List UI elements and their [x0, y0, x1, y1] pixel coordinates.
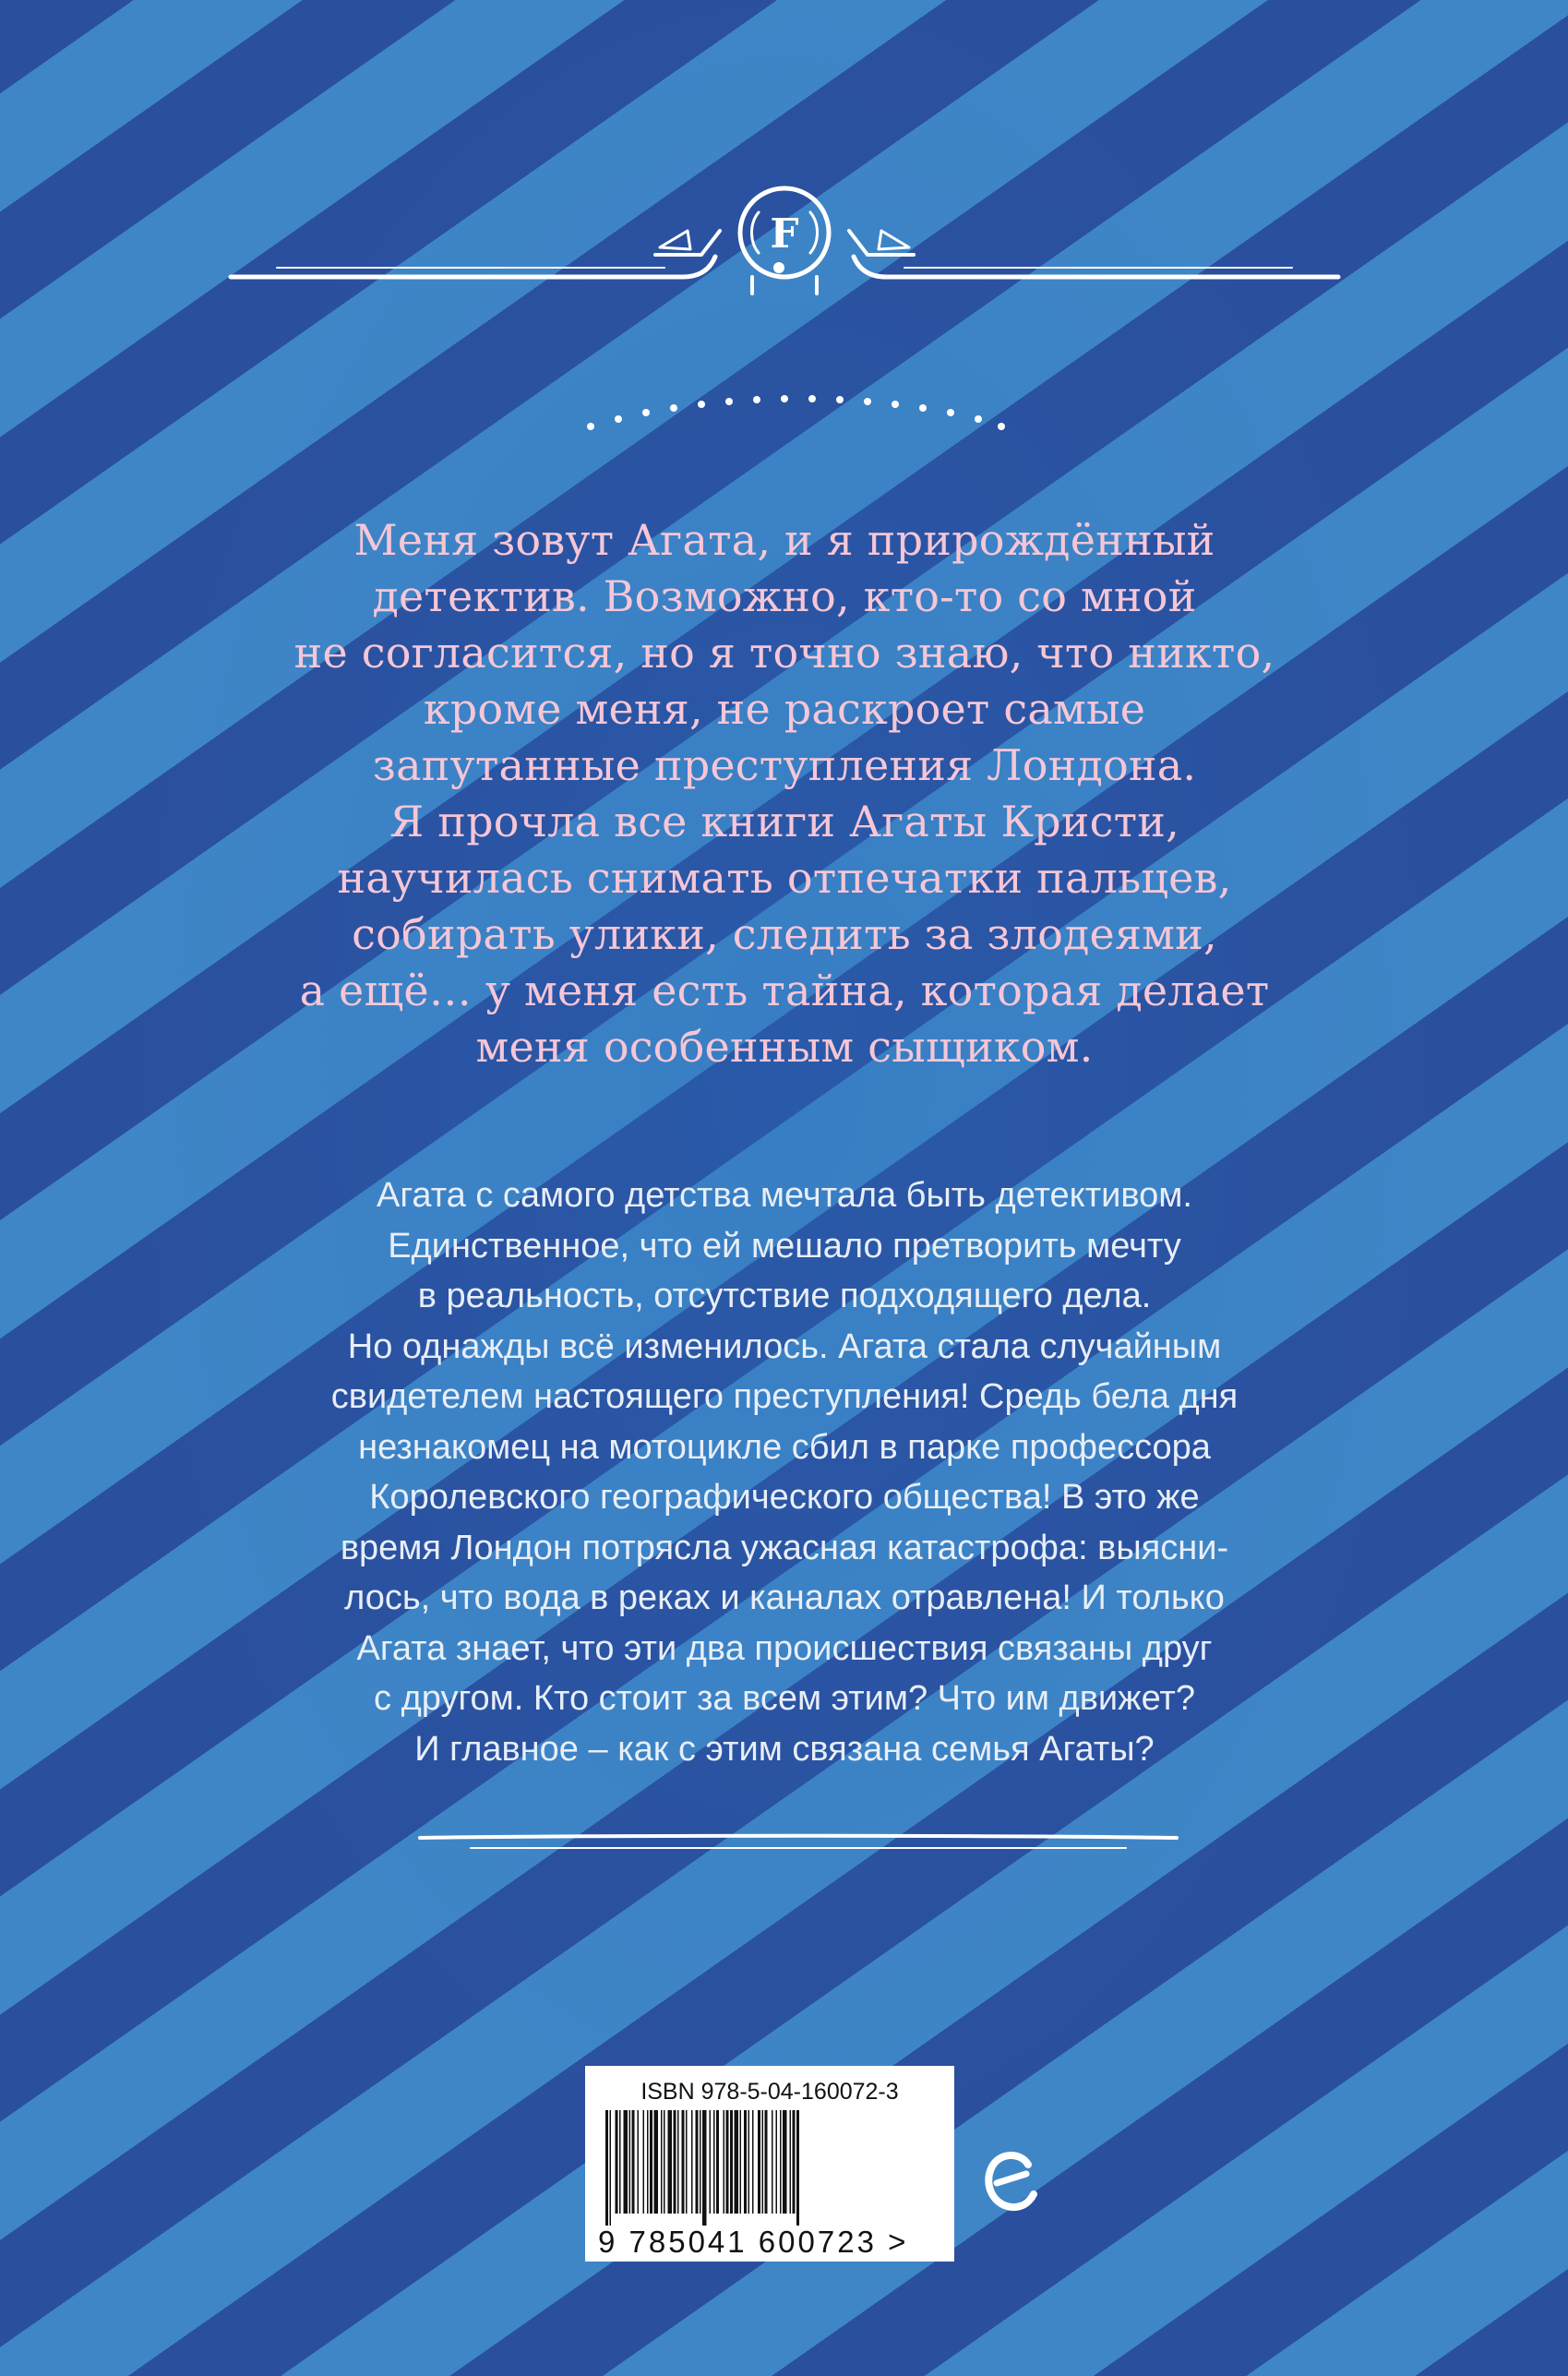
intro-line: меня особенным сыщиком.	[475, 1022, 1094, 1072]
barcode-icon	[602, 2110, 934, 2226]
barcode-bar	[740, 2110, 742, 2214]
barcode-bar	[610, 2110, 612, 2226]
intro-line: детектив. Возможно, кто-то со мной	[372, 571, 1197, 621]
barcode-bar	[661, 2110, 663, 2214]
isbn-label: ISBN 978-5-04-160072-3	[640, 2079, 899, 2105]
barcode-bar	[702, 2110, 707, 2226]
description-line: с другом. Кто стоит за всем этим? Что им движет?	[374, 1679, 1195, 1718]
barcode-bar	[765, 2110, 768, 2214]
barcode-bar	[772, 2110, 773, 2214]
barcode-bar	[691, 2110, 693, 2214]
description-line: Королевского географического общества! В это же	[369, 1478, 1200, 1517]
barcode-bar	[726, 2110, 729, 2214]
barcode-digits: 9 785041 600723 >	[598, 2225, 909, 2259]
barcode-bar	[605, 2110, 608, 2226]
barcode-bar	[668, 2110, 673, 2214]
barcode-bar	[624, 2110, 628, 2214]
svg-text:F: F	[770, 210, 799, 258]
description-line: Агата с самого детства мечтала быть детективом.	[377, 1176, 1192, 1215]
barcode-bar	[735, 2110, 739, 2214]
description-line: незнакомец на мотоцикле сбил в парке профессора	[358, 1427, 1211, 1467]
barcode-bar	[682, 2110, 685, 2214]
barcode-bar	[790, 2110, 792, 2214]
barcode-bar	[650, 2110, 652, 2214]
description-line: Единственное, что ей мешало претворить мечту	[388, 1226, 1181, 1266]
barcode-bar	[674, 2110, 676, 2214]
intro-line: собирать улики, следить за злодеями,	[352, 909, 1217, 959]
barcode-bar	[793, 2110, 796, 2214]
eksmo-logo-icon	[982, 2146, 1039, 2222]
barcode-bar	[647, 2110, 649, 2214]
barcode-bar	[638, 2110, 640, 2214]
intro-line: научилась снимать отпечатки пальцев,	[337, 853, 1232, 903]
book-description	[249, 1170, 1320, 1774]
barcode-bar	[724, 2110, 725, 2214]
barcode-bar	[776, 2110, 778, 2214]
barcode-bar	[716, 2110, 719, 2214]
barcode-bar	[783, 2110, 787, 2214]
description-line: Но однажды всё изменилось. Агата стала случайным	[347, 1326, 1222, 1366]
description-line: в реальность, отсутствие подходящего дела.	[417, 1277, 1152, 1315]
intro-line: запутанные преступления Лондона.	[372, 740, 1197, 790]
intro-line: Меня зовут Агата, и я прирождённый	[353, 515, 1215, 565]
description-line: Агата знает, что эти два происшествия связаны друг	[356, 1628, 1213, 1668]
barcode-bar	[713, 2110, 715, 2214]
description-line: время Лондон потрясла ужасная катастрофа: выясни-	[340, 1528, 1229, 1567]
barcode-bar	[730, 2110, 733, 2214]
barcode-bar	[664, 2110, 665, 2214]
barcode-bar	[762, 2110, 764, 2214]
barcode-bar	[629, 2110, 631, 2214]
barcode-bar	[616, 2110, 618, 2214]
intro-line: кроме меня, не раскроет самые	[423, 684, 1146, 734]
intro-line: а ещё… у меня есть тайна, которая делает	[299, 966, 1270, 1015]
barcode-bar	[752, 2110, 754, 2214]
barcode-bar	[796, 2110, 799, 2226]
barcode-bar	[744, 2110, 747, 2214]
barcode-bar	[758, 2110, 760, 2214]
intro-line: не согласится, но я точно знаю, что никто,	[293, 628, 1275, 678]
barcode-bar	[686, 2110, 688, 2214]
barcode-panel	[585, 2066, 954, 2262]
barcode-bar	[748, 2110, 750, 2214]
intro-line: Я прочла все книги Агаты Кристи,	[389, 797, 1179, 846]
divider-line	[415, 1832, 1181, 1853]
barcode-bar	[632, 2110, 635, 2214]
barcode-bar	[677, 2110, 679, 2214]
dots-arc-icon	[581, 388, 1006, 443]
barcode-bar	[654, 2110, 659, 2214]
description-line: свидетелем настоящего преступления! Средь бела дня	[330, 1377, 1239, 1416]
description-line: лось, что вода в реках и каналах отравлена! И только	[344, 1578, 1225, 1617]
barcode-bar	[780, 2110, 782, 2214]
description-line: И главное – как с этим связана семья Агаты?	[414, 1729, 1155, 1769]
barcode-bar	[710, 2110, 712, 2214]
barcode-bar	[696, 2110, 699, 2214]
intro-quote	[240, 512, 1329, 1075]
barcode-bar	[619, 2110, 621, 2214]
barcode-bar	[700, 2110, 701, 2214]
barcode-bar	[643, 2110, 645, 2214]
publisher-f-logo-icon	[221, 175, 1347, 305]
